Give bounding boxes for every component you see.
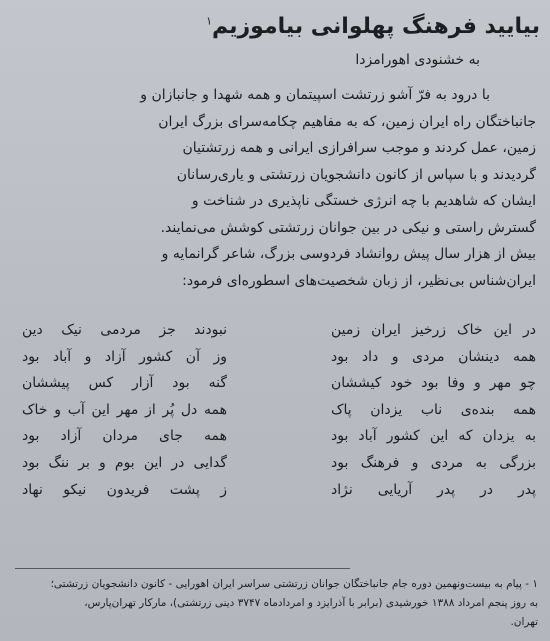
paragraph-line: ایشان که شاهدیم با چه انرژی خستگی ناپذیری در شناخت و: [191, 193, 536, 209]
paragraph-line: با درود به فرّ آشو زرتشت اسپیتمان و همه شهدا و جانبازان و: [140, 87, 490, 103]
page-title: [206, 14, 540, 39]
poem-second-hemistich: همه دل پُر از مهر این آب و خاک: [22, 401, 227, 418]
footnote-line: به روز پنجم امرداد ۱۳۸۸ خورشیدی (برابر با آذرایزد و امرداد‌ماه ۳۷۴۷ دینی زرتشتی)، مارکار تهران‌پارس،: [84, 597, 538, 609]
title-text: بیایید فرهنگ پهلوانی بیاموزیم: [212, 14, 540, 39]
poem-verse: [16, 397, 536, 424]
poem-verse: [16, 423, 536, 450]
poem-first-hemistich: چو مهر و وفا بود خود کیششان: [331, 375, 536, 392]
poem-first-hemistich: بزرگی به مردی و فرهنگ بود: [331, 454, 536, 471]
paragraph-line: زمین، عمل کردند و موجب سرافرازی ایرانی و همه زرتشتیان: [182, 140, 536, 156]
poem-verse: [16, 477, 536, 504]
paragraph-line: گسترش راستی و نیکی در بین جوانان زرتشتی کوشش می‌نمایند.: [160, 219, 536, 236]
poem-first-hemistich: همه بنده‌ی ناب یزدان پاک: [331, 401, 536, 418]
paragraph-line: جانباختگان راه ایران زمین، که به مفاهیم چکامه‌سرای بزرگ ایران: [158, 113, 536, 130]
poem-second-hemistich: وز آن کشور آزاد و آباد بود: [22, 348, 227, 365]
footnote-divider: [15, 568, 350, 569]
footnote-line: ۱ - پیام به بیست‌ونهمین دوره جام جانباختگان جوانان زرتشتی سراسر ایران اهورایی - کانون دانشجویان زرتشتی؛: [50, 578, 538, 590]
title-footnote-marker: ۱: [206, 14, 212, 28]
poem-first-hemistich: در این خاک زرخیز ایران زمین: [331, 322, 536, 338]
poem-second-hemistich: گدایی در این بوم و بر ننگ بود: [22, 454, 227, 471]
footnote-line: تهران.: [510, 616, 538, 628]
poem-second-hemistich: گنه بود آزار کس پیششان: [22, 375, 227, 392]
paragraph-line: بیش از هزار سال پیش روانشاد فردوسی بزرگ، شاعر گرانمایه و: [161, 246, 536, 262]
intro-paragraph: [16, 82, 536, 294]
poem-verse: [16, 370, 536, 397]
poem-second-hemistich: ز پشت فریدون نیکو نهاد: [22, 481, 227, 498]
poem-verse: [16, 450, 536, 477]
paragraph-line: گردیدند و با سپاس از کانون دانشجویان زرتشتی و یاری‌رسانان: [176, 166, 536, 183]
paragraph-line: ایران‌شناس بی‌نظیر، از زبان شخصیت‌های اسطوره‌ای فرمود:: [182, 272, 536, 289]
poem: [16, 317, 536, 503]
poem-verse: [16, 344, 536, 371]
poem-verse: [16, 317, 536, 344]
greeting-line: به خشنودی اهورامزدا: [355, 52, 480, 68]
poem-first-hemistich: به یزدان که این کشور آباد بود: [331, 428, 536, 445]
poem-first-hemistich: پدر در پدر آریایی نژاد: [331, 481, 536, 498]
footnote: [12, 575, 538, 632]
poem-first-hemistich: همه دینشان مردی و داد بود: [331, 348, 536, 365]
poem-second-hemistich: همه جای مردان آزاد بود: [22, 428, 227, 445]
poem-second-hemistich: نبودند جز مردمی نیک دین: [22, 322, 227, 338]
